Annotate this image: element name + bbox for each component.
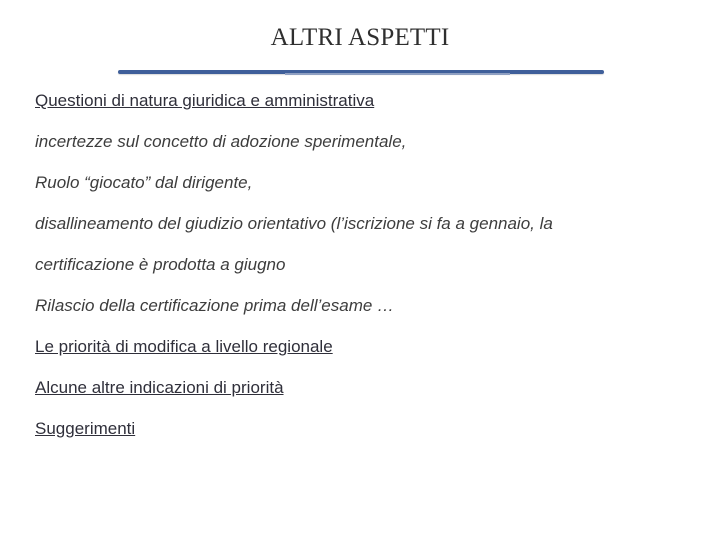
link-priorita-regionale[interactable]: Le priorità di modifica a livello regionale [35, 337, 333, 356]
link-altre-indicazioni[interactable]: Alcune altre indicazioni di priorità [35, 378, 284, 397]
link-suggerimenti[interactable]: Suggerimenti [35, 419, 136, 438]
text-disallineamento-giudizio: disallineamento del giudizio orientativo (l’iscrizione si fa a gennaio, la [35, 214, 553, 233]
text-ruolo-dirigente: Ruolo “giocato” dal dirigente, [35, 173, 253, 192]
slide-title: ALTRI ASPETTI [270, 24, 450, 51]
text-rilascio-certificazione: Rilascio della certificazione prima dell’esame … [35, 296, 395, 315]
link-questioni-giuridiche[interactable]: Questioni di natura giuridica e amministrativa [35, 91, 375, 110]
content-list [35, 86, 695, 455]
text-certificazione-giugno: certificazione è prodotta a giugno [35, 255, 286, 274]
text-incertezze-adozione: incertezze sul concetto di adozione sperimentale, [35, 132, 407, 151]
title-underline-highlight [285, 73, 510, 75]
